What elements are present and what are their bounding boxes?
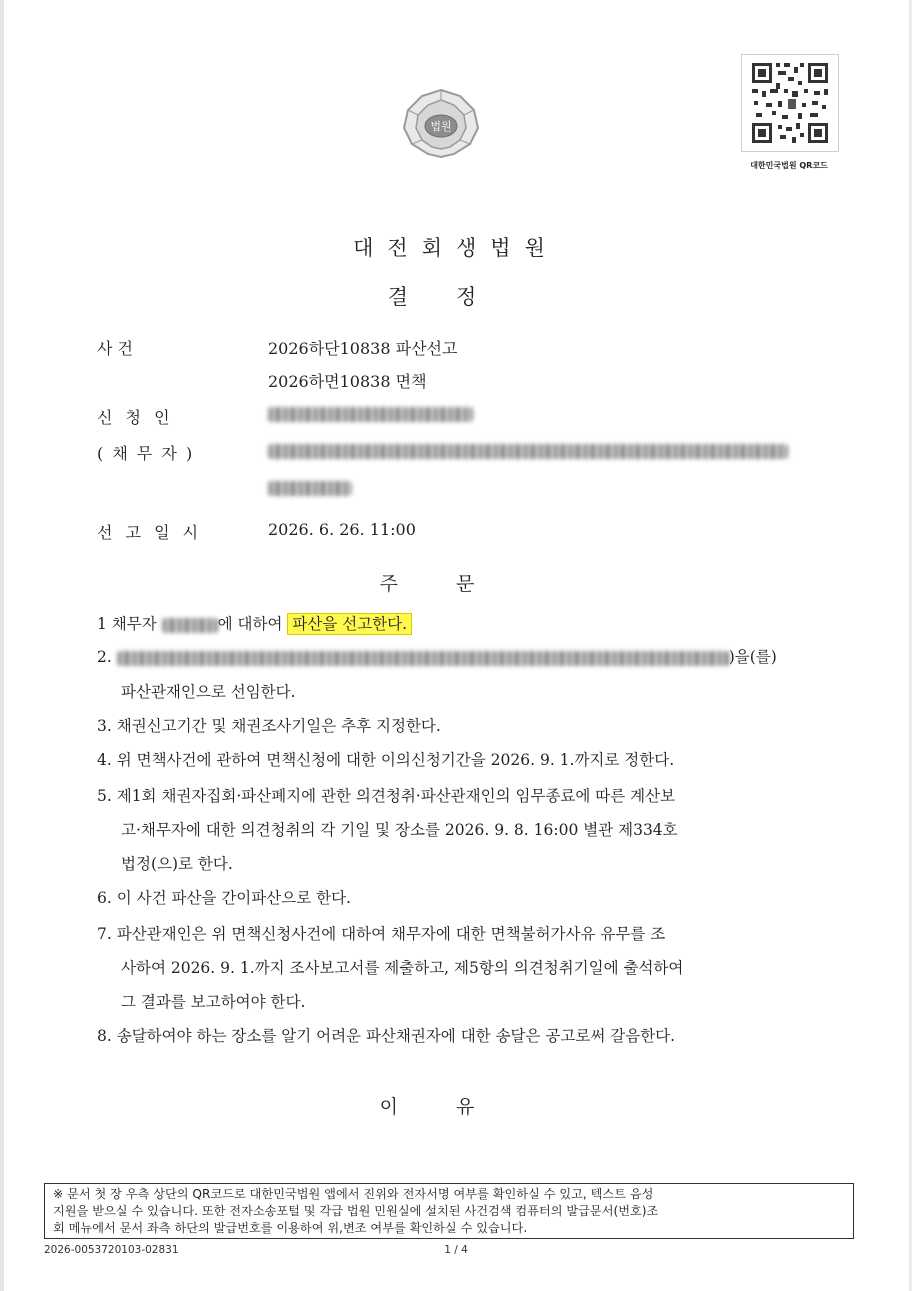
- order-item-7-line2: 사하여 2026. 9. 1.까지 조사보고서를 제출하고, 제5항의 의견청취기일에 출석하여: [121, 959, 684, 977]
- decision-date: 2026. 6. 26. 11:00: [268, 520, 416, 539]
- date-label: 선 고 일 시: [97, 523, 203, 542]
- order-item-4: 4. 위 면책사건에 관하여 면책신청에 대한 이의신청기간을 2026. 9. 1.까지로 정한다.: [97, 751, 675, 769]
- case-number-discharge: 2026하면10838 면책: [268, 372, 427, 391]
- reason-heading: 이유: [379, 1096, 533, 1118]
- order-item-5-line2: 고·채무자에 대한 의견청취의 각 기일 및 장소를 2026. 9. 8. 16:00 별관 제334호: [121, 821, 678, 839]
- bankruptcy-declaration-highlight: 파산을 선고한다.: [287, 613, 412, 635]
- debtor-label: ( 채 무 자 ): [97, 444, 195, 463]
- order-item-8: 8. 송달하여야 하는 장소를 알기 어려운 파산채권자에 대한 송달은 공고로써 갈음한다.: [97, 1027, 676, 1045]
- order-item-2-cont: 파산관재인으로 선임한다.: [121, 683, 296, 701]
- notice-line-3: 회 메뉴에서 문서 좌측 하단의 발급번호를 이용하여 위,변조 여부를 확인하실 수 있습니다.: [53, 1221, 528, 1235]
- notice-line-1: ※ 문서 첫 장 우측 상단의 QR코드로 대한민국법원 앱에서 진위와 전자서명 여부를 확인하실 수 있고, 텍스트 음성: [53, 1187, 654, 1201]
- applicant-label: 신 청 인: [97, 408, 174, 427]
- order-item-7-line1: 7. 파산관재인은 위 면책신청사건에 대하여 채무자에 대한 면책불허가사유 유무를 조: [97, 925, 666, 943]
- order-item-7-line3: 그 결과를 보고하여야 한다.: [121, 993, 306, 1011]
- qr-caption: 대한민국법원 QR코드: [750, 161, 828, 170]
- debtor-address-redacted-line2: [268, 478, 352, 497]
- trustee-info-redacted: [117, 651, 729, 666]
- verification-notice-box: [44, 1183, 854, 1239]
- court-seal-icon: [398, 86, 484, 160]
- order-item-2-prefix: 2.: [97, 648, 112, 666]
- order-item-6: 6. 이 사건 파산을 간이파산으로 한다.: [97, 889, 351, 907]
- order-heading: 주문: [379, 573, 533, 595]
- applicant-name-redacted: [268, 404, 473, 423]
- page-number: 1 / 4: [444, 1244, 468, 1256]
- qr-code-icon: [741, 54, 839, 152]
- debtor-address-redacted-line1: [268, 441, 788, 460]
- order-item-1: [97, 612, 412, 634]
- debtor-name-redacted: [162, 618, 218, 633]
- order-item-2-suffix: )을(를): [728, 648, 777, 666]
- court-name: 대전회생법원: [353, 236, 559, 260]
- notice-line-2: 지원을 받으실 수 있습니다. 또한 전자소송포털 및 각급 법원 민원실에 설치된 사건검색 컴퓨터의 발급문서(번호)조: [53, 1204, 659, 1218]
- order-item-1-mid: 에 대하여: [217, 615, 288, 633]
- order-item-5-line1: 5. 제1회 채권자집회·파산폐지에 관한 의견청취·파산관재인의 임무종료에 따른 계산보: [97, 787, 676, 805]
- order-item-5-line3: 법정(으)로 한다.: [121, 855, 233, 873]
- case-label: 사 건: [97, 339, 133, 358]
- document-type-title: 결정: [387, 285, 525, 309]
- order-item-1-prefix: 1 채무자: [97, 615, 162, 633]
- seal-text: 법원: [430, 120, 452, 133]
- order-item-3: 3. 채권신고기간 및 채권조사기일은 추후 지정한다.: [97, 717, 441, 735]
- case-number-bankruptcy: 2026하단10838 파산선고: [268, 339, 458, 358]
- order-item-2: [97, 645, 777, 667]
- issue-number: 2026-0053720103-02831: [44, 1244, 179, 1256]
